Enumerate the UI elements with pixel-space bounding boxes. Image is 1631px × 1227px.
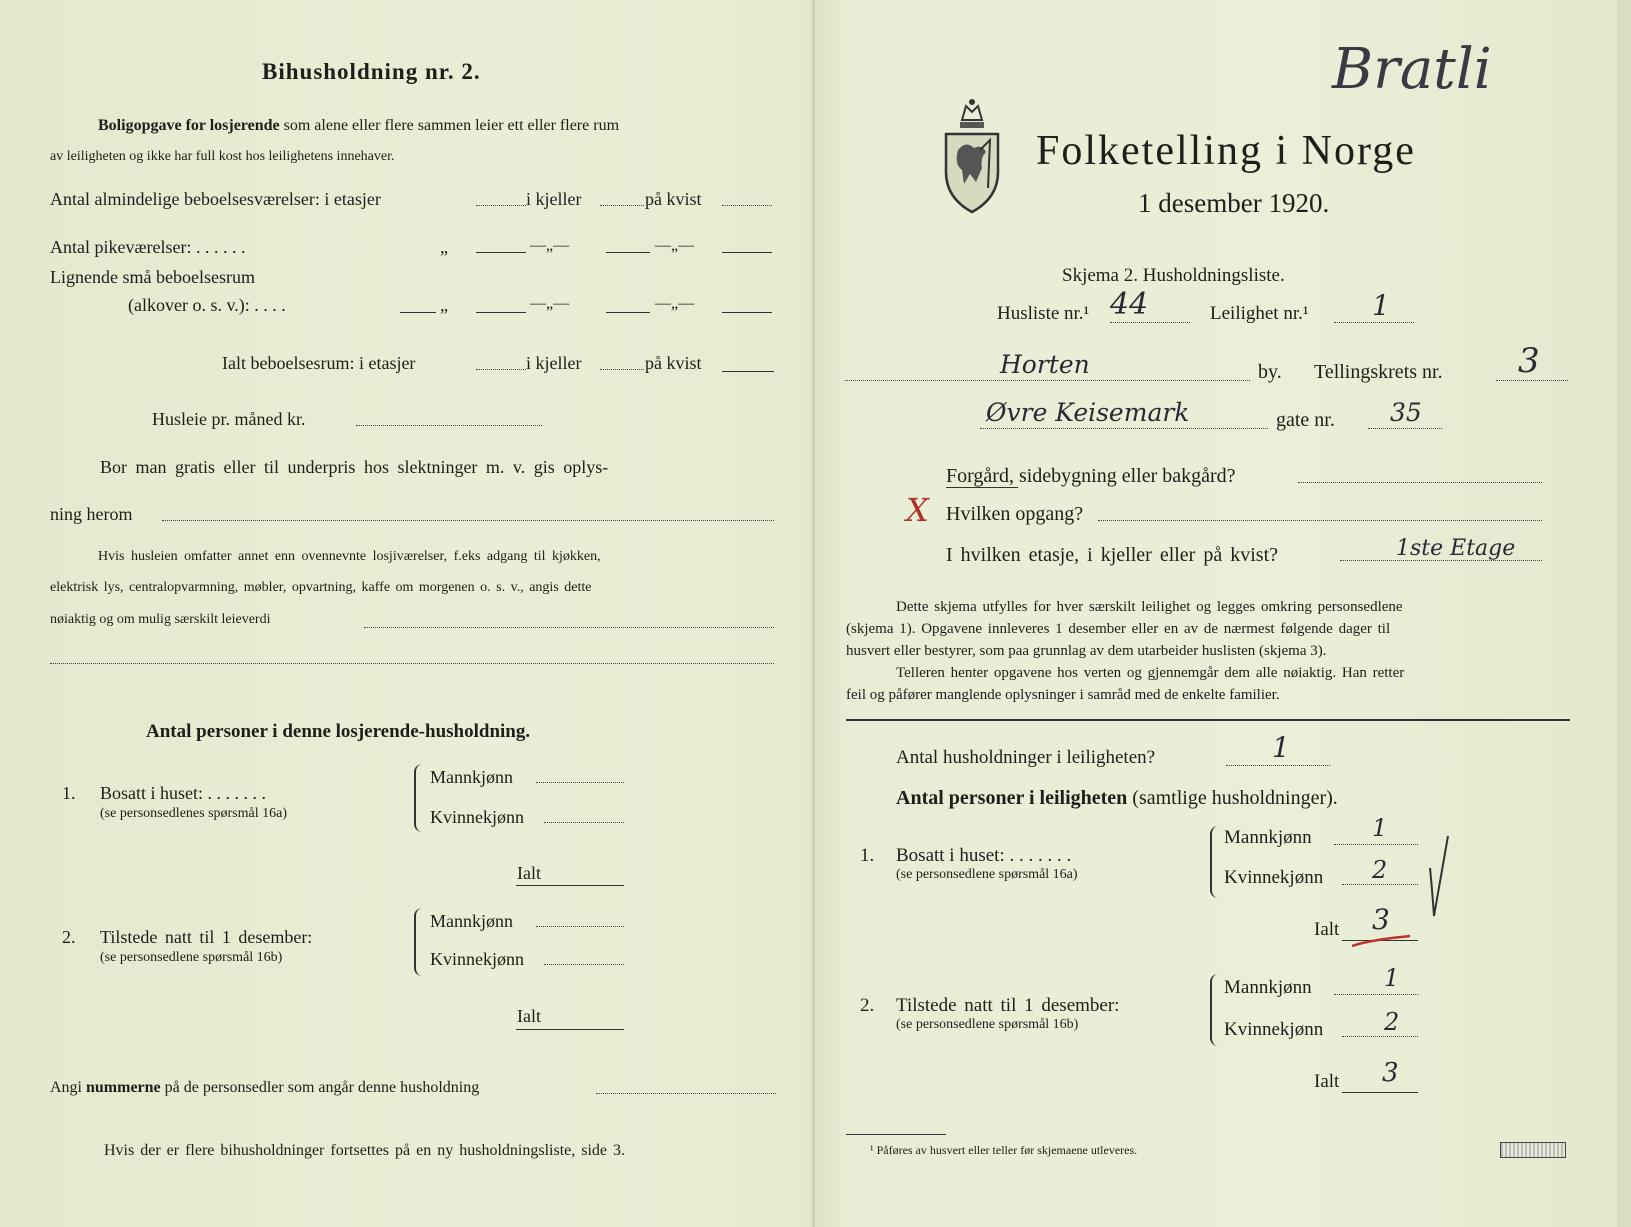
by-label: by. bbox=[1258, 361, 1282, 383]
husliste-label: Husliste nr.¹ bbox=[997, 303, 1090, 324]
right-q1-sub: (se personsedlene spørsmål 16a) bbox=[896, 867, 1078, 882]
left-q2-kvinne-field[interactable] bbox=[544, 964, 624, 965]
right-q2-brace bbox=[1210, 974, 1218, 1046]
instructions-3: husvert eller bestyrer, som paa grunnlag av dem utarbeider huslisten (skjema 3). bbox=[846, 643, 1327, 659]
numbers-rest: på de personsedler som angår denne husholdning bbox=[164, 1079, 480, 1096]
right-q1-kvinne-value: 2 bbox=[1372, 856, 1388, 884]
left-title: Bihusholdning nr. 2. bbox=[262, 59, 481, 84]
leilighet-label: Leilighet nr.¹ bbox=[1210, 303, 1309, 324]
left-q2-mann-label: Mannkjønn bbox=[430, 911, 513, 931]
right-q1-ialt-value: 3 bbox=[1372, 903, 1390, 936]
forgard-field[interactable] bbox=[1298, 482, 1542, 483]
households-label: Antal husholdninger i leiligheten? bbox=[896, 747, 1156, 768]
right-q2-ialt-value: 3 bbox=[1382, 1058, 1399, 1088]
footnote-rule bbox=[846, 1134, 946, 1135]
pike-dash-1: —„— bbox=[530, 237, 570, 254]
main-title: Folketelling i Norge bbox=[1036, 128, 1416, 174]
left-intro-line1 bbox=[98, 118, 619, 134]
right-q2-kvinne-label: Kvinnekjønn bbox=[1224, 1019, 1324, 1040]
small-dash-1: —„— bbox=[530, 295, 570, 312]
free-line-1: Bor man gratis eller til underpris hos slektninger m. v. gis oplys- bbox=[100, 457, 609, 477]
right-q1-kvinne-label: Kvinnekjønn bbox=[1224, 867, 1324, 888]
pike-field-2[interactable] bbox=[606, 252, 650, 253]
left-intro-rest: som alene eller flere sammen leier ett eller flere rum bbox=[283, 117, 620, 134]
left-q1-label: Bosatt i huset: . . . . . . . bbox=[100, 783, 266, 803]
right-q2-mann-label: Mannkjønn bbox=[1224, 977, 1312, 998]
left-q1-ialt-field[interactable] bbox=[516, 885, 624, 886]
left-q2-ialt-label: Ialt bbox=[517, 1006, 541, 1026]
pike-field-1[interactable] bbox=[476, 252, 526, 253]
right-q1-number: 1. bbox=[860, 845, 875, 866]
small-ditto: „ bbox=[440, 295, 448, 315]
left-q1-mann-label: Mannkjønn bbox=[430, 767, 513, 787]
right-q2-kvinne-field[interactable] bbox=[1342, 1036, 1418, 1037]
right-q1-kvinne-field[interactable] bbox=[1342, 884, 1418, 885]
opgang-label: Hvilken opgang? bbox=[946, 503, 1084, 525]
extra-line-3: nøiaktig og om mulig særskilt leieverdi bbox=[50, 612, 271, 627]
right-q2-ialt-field[interactable] bbox=[1342, 1092, 1418, 1093]
instructions-4: Telleren henter opgavene hos verten og gjennemgår dem alle nøiaktig. Han retter bbox=[896, 665, 1405, 681]
street-field[interactable] bbox=[980, 428, 1268, 429]
ialt-kvist-field[interactable] bbox=[722, 371, 774, 372]
numbers-bold: nummerne bbox=[86, 1079, 161, 1096]
page-fold bbox=[812, 0, 815, 1227]
husliste-field[interactable] bbox=[1110, 322, 1190, 323]
right-q2-sub: (se personsedlene spørsmål 16b) bbox=[896, 1017, 1079, 1032]
census-date: 1 desember 1920. bbox=[1138, 188, 1330, 218]
right-q2-mann-field[interactable] bbox=[1334, 994, 1418, 995]
pike-ditto: „ bbox=[440, 237, 448, 257]
signature: Bratli bbox=[1332, 37, 1492, 102]
right-q1-label: Bosatt i huset: . . . . . . . bbox=[896, 845, 1072, 866]
left-persons-heading: Antal personer i denne losjerende-husholdning. bbox=[146, 721, 531, 742]
husliste-value: 44 bbox=[1110, 287, 1149, 322]
extra-field-2[interactable] bbox=[50, 663, 774, 664]
numbers-line bbox=[50, 1080, 479, 1096]
ialt-rooms-label: Ialt beboelsesrum: i etasjer bbox=[222, 353, 416, 373]
left-intro-bold: Boligopgave for losjerende bbox=[98, 117, 280, 134]
left-q2-sub: (se personsedlene spørsmål 16b) bbox=[100, 950, 283, 965]
left-q1-mann-field[interactable] bbox=[536, 782, 624, 783]
footnote-text: ¹ Påføres av husvert eller teller før skjemaene utleveres. bbox=[870, 1143, 1138, 1157]
pike-dash-2: —„— bbox=[655, 237, 695, 254]
small-dash-2: —„— bbox=[655, 295, 695, 312]
ialt-kjeller-field[interactable] bbox=[600, 369, 644, 370]
rooms-label: Antal almindelige beboelsesværelser: i etasjer bbox=[50, 189, 381, 209]
forgard-underline bbox=[946, 487, 1018, 488]
free-field[interactable] bbox=[162, 520, 774, 521]
households-value: 1 bbox=[1272, 731, 1290, 764]
left-q2-kvinne-label: Kvinnekjønn bbox=[430, 949, 524, 969]
extra-field-1[interactable] bbox=[364, 627, 774, 628]
small-field-0[interactable] bbox=[400, 312, 436, 313]
right-q2-kvinne-value: 2 bbox=[1384, 1008, 1400, 1036]
check-mark-icon bbox=[1424, 832, 1454, 922]
rooms-kjeller-label: i kjeller bbox=[526, 189, 582, 209]
right-q2-number: 2. bbox=[860, 995, 875, 1016]
extra-line-2: elektrisk lys, centralopvarmning, møbler, opvartning, kaffe om morgenen o. s. v., angis dette bbox=[50, 580, 592, 595]
free-line-2: ning herom bbox=[50, 504, 133, 524]
left-q1-ialt-label: Ialt bbox=[517, 863, 541, 883]
ialt-etasjer-field[interactable] bbox=[476, 369, 526, 370]
right-persons-rest: (samtlige husholdninger). bbox=[1132, 787, 1338, 809]
gate-field[interactable] bbox=[1368, 428, 1442, 429]
left-q1-sub: (se personsedlenes spørsmål 16a) bbox=[100, 806, 288, 821]
numbers-field[interactable] bbox=[596, 1093, 776, 1094]
krets-label: Tellingskrets nr. bbox=[1314, 361, 1443, 383]
small-rooms-label-1: Lignende små beboelsesrum bbox=[50, 267, 255, 287]
left-intro-line2: av leiligheten og ikke har full kost hos leilighetens innehaver. bbox=[50, 149, 395, 164]
left-q2-brace bbox=[414, 908, 422, 976]
etasje-field[interactable] bbox=[1340, 560, 1542, 561]
left-q2-label: Tilstede natt til 1 desember: bbox=[100, 927, 313, 947]
left-q2-number: 2. bbox=[62, 927, 76, 947]
left-q1-kvinne-field[interactable] bbox=[544, 822, 624, 823]
coat-of-arms-icon bbox=[938, 92, 1006, 216]
rent-field[interactable] bbox=[356, 425, 542, 426]
rent-label: Husleie pr. måned kr. bbox=[152, 409, 306, 429]
small-rooms-label-2: (alkover o. s. v.): . . . . bbox=[128, 295, 286, 315]
instructions-2: (skjema 1). Opgavene innleveres 1 desember eller en av de nærmest følgende dager til bbox=[846, 621, 1391, 637]
right-q2-label: Tilstede natt til 1 desember: bbox=[896, 995, 1120, 1016]
right-q1-brace bbox=[1210, 826, 1218, 898]
extra-line-1: Hvis husleien omfatter annet enn ovennevnte losjiværelser, f.eks adgang til kjøkken, bbox=[98, 549, 601, 564]
red-tick-mark bbox=[1350, 930, 1414, 950]
rooms-etasjer-field[interactable] bbox=[476, 205, 526, 206]
krets-value: 3 bbox=[1518, 341, 1540, 381]
schema-label: Skjema 2. Husholdningsliste. bbox=[1062, 265, 1285, 286]
right-persons-heading bbox=[896, 788, 1338, 808]
city-value: Horten bbox=[1000, 350, 1090, 379]
gate-label: gate nr. bbox=[1276, 409, 1335, 431]
leilighet-field[interactable] bbox=[1334, 322, 1414, 323]
rooms-kvist-label: på kvist bbox=[645, 189, 702, 209]
pike-field-3[interactable] bbox=[722, 252, 772, 253]
forgard-label: Forgård, sidebygning eller bakgård? bbox=[946, 465, 1236, 487]
etasje-value: 1ste Etage bbox=[1396, 536, 1516, 561]
page-edge bbox=[1617, 0, 1631, 1227]
left-q1-number: 1. bbox=[62, 783, 76, 803]
right-q1-mann-value: 1 bbox=[1372, 814, 1388, 842]
left-q1-kvinne-label: Kvinnekjønn bbox=[430, 807, 524, 827]
ialt-kjeller-label: i kjeller bbox=[526, 353, 582, 373]
left-q2-ialt-field[interactable] bbox=[516, 1029, 624, 1030]
small-field-1[interactable] bbox=[476, 312, 526, 313]
street-value: Øvre Keisemark bbox=[986, 398, 1190, 427]
opgang-x-mark: X bbox=[906, 491, 929, 529]
instructions-5: feil og påfører manglende oplysninger i samråd med de enkelte familier. bbox=[846, 687, 1280, 703]
pike-label: Antal pikeværelser: . . . . . . bbox=[50, 237, 246, 257]
instructions-1: Dette skjema utfylles for hver særskilt leilighet og legges omkring personsedlene bbox=[896, 599, 1403, 615]
rooms-kjeller-field[interactable] bbox=[600, 205, 644, 206]
right-q1-ialt-label: Ialt bbox=[1314, 919, 1340, 940]
gate-value: 35 bbox=[1390, 398, 1422, 427]
right-q1-mann-field[interactable] bbox=[1334, 844, 1418, 845]
right-q1-mann-label: Mannkjønn bbox=[1224, 827, 1312, 848]
printer-stamp bbox=[1500, 1142, 1566, 1158]
city-field[interactable] bbox=[845, 380, 1250, 381]
households-field[interactable] bbox=[1226, 765, 1330, 766]
instructions-rule bbox=[846, 719, 1570, 721]
small-field-2[interactable] bbox=[606, 312, 650, 313]
ialt-kvist-label: på kvist bbox=[645, 353, 702, 373]
right-q2-ialt-label: Ialt bbox=[1314, 1071, 1340, 1092]
left-q2-mann-field[interactable] bbox=[536, 926, 624, 927]
left-footer: Hvis der er flere bihusholdninger fortsettes på en ny husholdningsliste, side 3. bbox=[104, 1142, 626, 1159]
left-q1-brace bbox=[414, 764, 422, 832]
etasje-label: I hvilken etasje, i kjeller eller på kvist? bbox=[946, 544, 1278, 566]
right-persons-bold: Antal personer i leiligheten bbox=[896, 787, 1128, 809]
small-field-3[interactable] bbox=[722, 312, 772, 313]
rooms-kvist-field[interactable] bbox=[722, 205, 772, 206]
right-q2-mann-value: 1 bbox=[1384, 964, 1400, 992]
krets-field[interactable] bbox=[1496, 380, 1568, 381]
numbers-pre: Angi bbox=[50, 1079, 82, 1096]
leilighet-value: 1 bbox=[1372, 289, 1390, 322]
opgang-field[interactable] bbox=[1098, 520, 1542, 521]
